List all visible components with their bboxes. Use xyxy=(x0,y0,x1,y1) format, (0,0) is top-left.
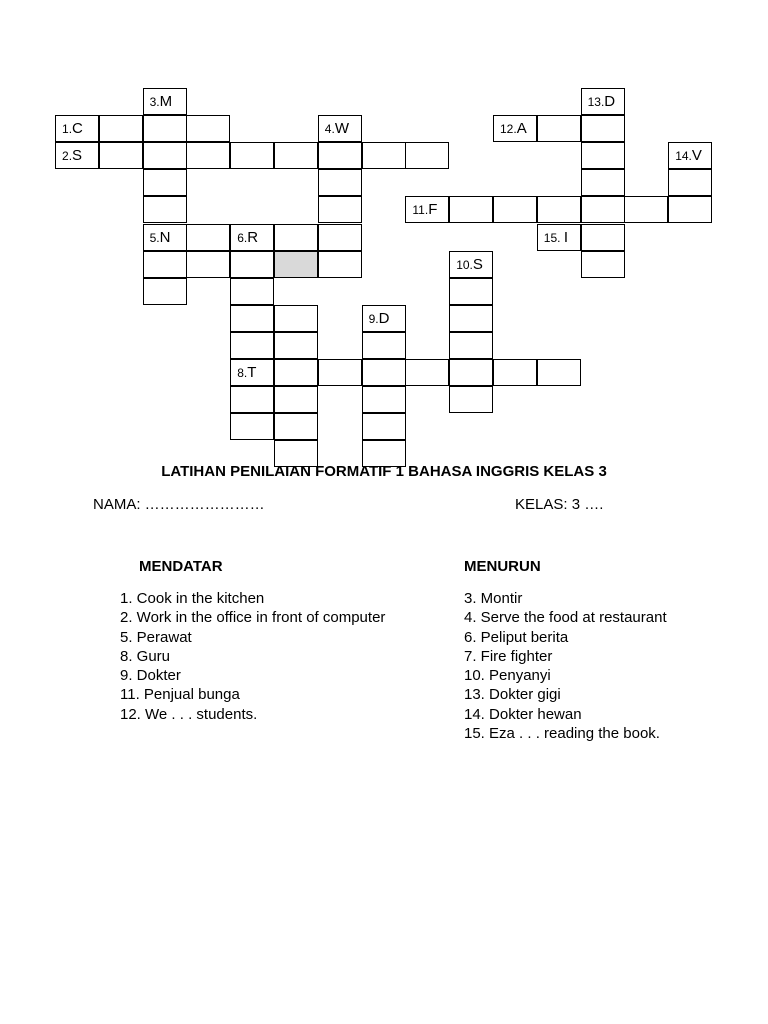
clue-number: 13 xyxy=(587,95,601,109)
clue-number: 2 xyxy=(62,149,69,164)
crossword-cell[interactable] xyxy=(186,251,230,278)
crossword-cell[interactable] xyxy=(230,386,274,413)
crossword-cell[interactable] xyxy=(405,196,449,223)
clue-number: 12 xyxy=(500,122,514,137)
crossword-cell[interactable] xyxy=(362,305,406,332)
crossword-cell[interactable] xyxy=(537,359,581,386)
crossword-cell[interactable] xyxy=(449,251,493,278)
crossword-cell[interactable] xyxy=(230,332,274,359)
crossword-cell[interactable] xyxy=(274,224,318,251)
down-clue-list xyxy=(464,589,667,743)
crossword-cell[interactable] xyxy=(493,196,537,223)
crossword-cell[interactable] xyxy=(581,142,625,169)
clue-start-letter: N xyxy=(159,228,171,246)
crossword-cell[interactable] xyxy=(274,359,318,386)
crossword-cell[interactable] xyxy=(493,115,537,142)
crossword-cell[interactable] xyxy=(99,115,143,142)
crossword-cell[interactable] xyxy=(537,224,581,251)
crossword-grid xyxy=(0,0,768,470)
across-clue: 12. We . . . students. xyxy=(120,705,258,723)
crossword-cell[interactable] xyxy=(230,278,274,305)
crossword-cell[interactable] xyxy=(318,251,362,278)
clue-number-label: 3.M xyxy=(149,93,173,110)
down-clue: 3. Montir xyxy=(464,590,523,607)
across-clue: 8. Guru xyxy=(120,647,171,665)
crossword-cell[interactable] xyxy=(230,224,274,251)
crossword-cell[interactable] xyxy=(230,305,274,332)
crossword-cell[interactable] xyxy=(274,305,318,332)
clue-number: 6 xyxy=(237,230,244,245)
clue-number-label: 6.R xyxy=(237,228,259,246)
crossword-cell[interactable] xyxy=(449,332,493,359)
crossword-cell[interactable] xyxy=(449,305,493,332)
clue-start-letter: D xyxy=(378,309,390,327)
clue-number-label: 9.D xyxy=(368,309,390,327)
clue-number-label: 8.T xyxy=(237,364,257,381)
crossword-cell[interactable] xyxy=(318,115,362,142)
across-clue: 1. Cook in the kitchen xyxy=(120,590,265,607)
clue-number: 3 xyxy=(149,95,157,109)
crossword-cell[interactable] xyxy=(318,142,362,169)
crossword-cell[interactable] xyxy=(493,359,537,386)
clue-number-label: 4.W xyxy=(324,120,349,138)
crossword-cell[interactable] xyxy=(274,142,318,169)
clue-number-label: 11.F xyxy=(412,201,438,219)
clue-start-letter: M xyxy=(159,93,173,110)
crossword-cell[interactable] xyxy=(581,224,625,251)
clue-number: 10 xyxy=(456,257,470,272)
crossword-cell[interactable] xyxy=(449,386,493,413)
crossword-cell[interactable] xyxy=(405,359,449,386)
name-field[interactable]: NAMA: …………………… xyxy=(93,496,265,513)
crossword-cell[interactable] xyxy=(668,142,712,169)
crossword-cell[interactable] xyxy=(230,413,274,440)
crossword-cell[interactable] xyxy=(186,142,230,169)
down-clue: 15. Eza . . . reading the book. xyxy=(464,725,660,743)
clue-number: 9 xyxy=(368,311,376,326)
down-clue: 10. Penyanyi xyxy=(464,667,551,685)
clue-number-label: 1.C xyxy=(62,120,83,138)
across-clue: 11. Penjual bunga xyxy=(120,686,240,704)
crossword-cell[interactable] xyxy=(186,115,230,142)
down-clue: 6. Peliput berita xyxy=(464,628,569,646)
clue-number: 8 xyxy=(237,366,244,380)
crossword-cell[interactable] xyxy=(274,413,318,440)
crossword-cell[interactable] xyxy=(362,332,406,359)
crossword-cell[interactable] xyxy=(143,169,187,196)
crossword-cell[interactable] xyxy=(99,142,143,169)
crossword-cell[interactable] xyxy=(362,413,406,440)
clue-number-label: 2.S xyxy=(62,147,83,165)
crossword-cell[interactable] xyxy=(274,386,318,413)
clue-number: 11 xyxy=(412,203,425,218)
crossword-cell[interactable] xyxy=(318,196,362,223)
crossword-cell[interactable] xyxy=(143,196,187,223)
clue-start-letter: R xyxy=(247,228,259,246)
crossword-cell[interactable] xyxy=(581,169,625,196)
clue-number-label: 12.A xyxy=(500,120,527,138)
crossword-cell[interactable] xyxy=(581,88,625,115)
crossword-cell[interactable] xyxy=(230,359,274,386)
crossword-cell[interactable] xyxy=(230,251,274,278)
crossword-cell[interactable] xyxy=(449,196,493,223)
shaded-cell[interactable] xyxy=(274,251,318,278)
across-clue: 2. Work in the office in front of computer xyxy=(120,609,386,627)
crossword-cell[interactable] xyxy=(537,115,581,142)
crossword-cell[interactable] xyxy=(318,359,362,386)
crossword-cell[interactable] xyxy=(537,196,581,223)
clue-start-letter: C xyxy=(72,120,83,138)
crossword-cell[interactable] xyxy=(362,359,406,386)
clue-start-letter: I xyxy=(563,228,568,246)
crossword-cell[interactable] xyxy=(274,332,318,359)
down-clue: 7. Fire fighter xyxy=(464,647,553,665)
class-field[interactable]: KELAS: 3 …. xyxy=(515,496,604,513)
crossword-cell[interactable] xyxy=(318,224,362,251)
clue-number: 5 xyxy=(149,230,157,245)
crossword-cell[interactable] xyxy=(668,169,712,196)
clue-number-label: 15. I xyxy=(543,228,568,246)
clue-number: 14 xyxy=(675,149,689,164)
crossword-cell[interactable] xyxy=(143,88,187,115)
crossword-cell[interactable] xyxy=(581,251,625,278)
down-clue: 14. Dokter hewan xyxy=(464,705,582,723)
clue-number: 4 xyxy=(324,122,332,137)
crossword-cell[interactable] xyxy=(230,142,274,169)
crossword-cell[interactable] xyxy=(581,196,625,223)
crossword-cell[interactable] xyxy=(143,251,187,278)
down-clue: 13. Dokter gigi xyxy=(464,686,561,704)
across-clue: 5. Perawat xyxy=(120,628,192,646)
clue-start-letter: S xyxy=(472,255,483,273)
crossword-cell[interactable] xyxy=(143,142,187,169)
crossword-cell[interactable] xyxy=(362,386,406,413)
crossword-cell[interactable] xyxy=(143,115,187,142)
clue-start-letter: A xyxy=(516,120,527,138)
clue-start-letter: D xyxy=(604,93,616,110)
crossword-cell[interactable] xyxy=(362,142,406,169)
clue-number-label: 14.V xyxy=(675,147,702,165)
crossword-cell[interactable] xyxy=(55,142,99,169)
clue-number-label: 10.S xyxy=(456,255,483,273)
across-clue-list xyxy=(120,589,385,724)
crossword-cell[interactable] xyxy=(143,278,187,305)
worksheet-title: LATIHAN PENILAIAN FORMATIF 1 BAHASA INGGRIS KELAS 3 xyxy=(161,463,607,480)
crossword-cell[interactable] xyxy=(186,224,230,251)
clue-start-letter: S xyxy=(72,147,83,165)
clue-start-letter: V xyxy=(691,147,702,165)
clue-number: 15 xyxy=(543,230,558,245)
crossword-cell[interactable] xyxy=(318,169,362,196)
clue-start-letter: F xyxy=(428,201,438,219)
crossword-cell[interactable] xyxy=(581,115,625,142)
crossword-cell[interactable] xyxy=(143,224,187,251)
down-clue: 4. Serve the food at restaurant xyxy=(464,609,667,627)
crossword-cell[interactable] xyxy=(449,278,493,305)
crossword-cell[interactable] xyxy=(624,196,668,223)
crossword-cell[interactable] xyxy=(55,115,99,142)
clue-number: 1 xyxy=(62,122,69,137)
crossword-cell[interactable] xyxy=(405,142,449,169)
crossword-cell[interactable] xyxy=(449,359,493,386)
across-heading: MENDATAR xyxy=(139,558,223,575)
crossword-cell[interactable] xyxy=(668,196,712,223)
clue-number-label: 5.N xyxy=(149,228,171,246)
down-heading: MENURUN xyxy=(464,558,541,575)
clue-number-label: 13.D xyxy=(587,93,616,110)
clue-start-letter: T xyxy=(247,364,257,381)
across-clue: 9. Dokter xyxy=(120,667,181,685)
clue-start-letter: W xyxy=(334,120,349,138)
